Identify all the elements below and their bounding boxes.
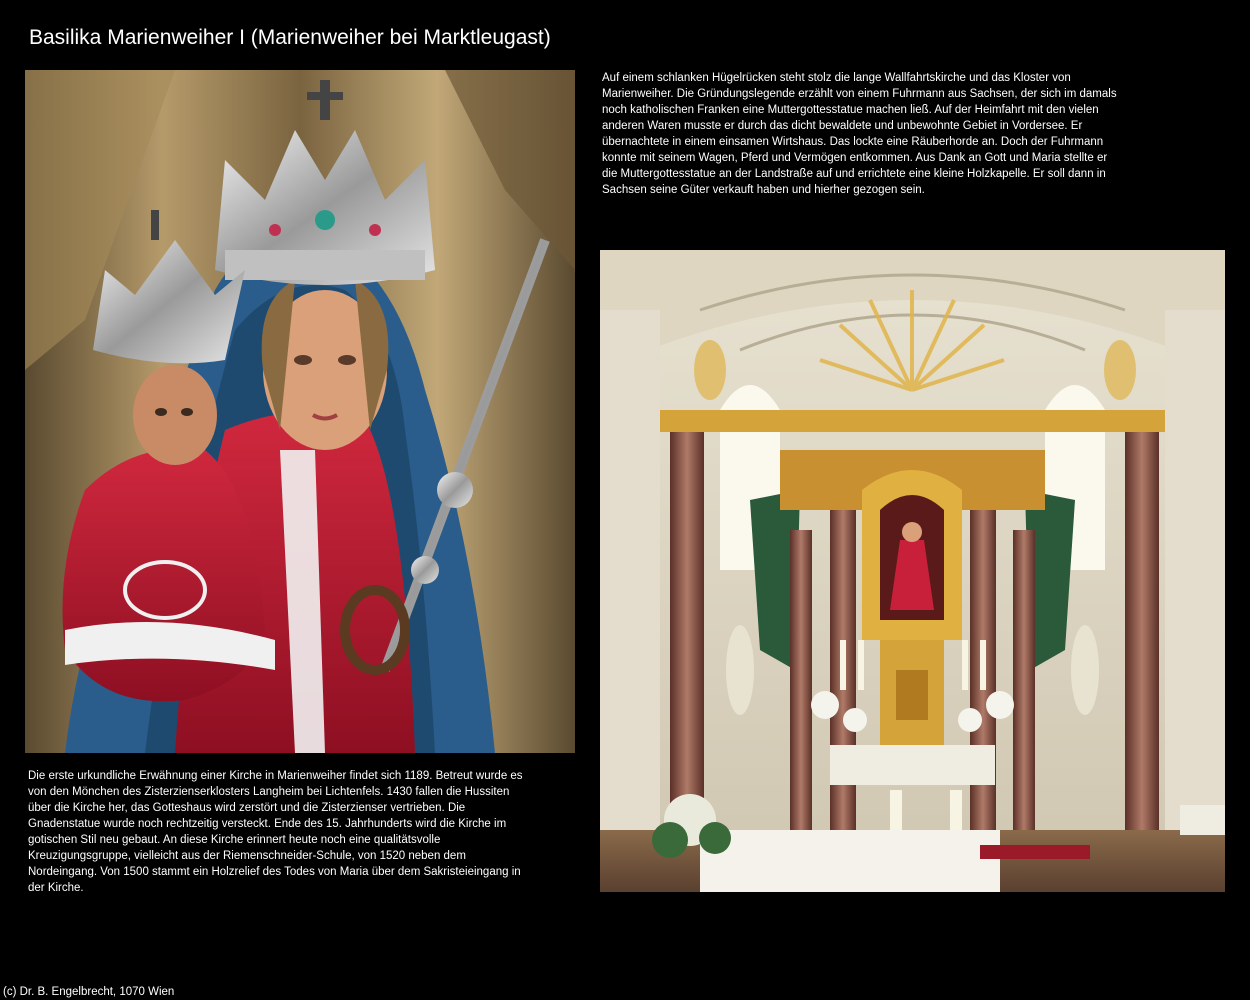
- madonna-statue-photo: [25, 70, 575, 753]
- legend-text: Auf einem schlanken Hügelrücken steht stolz die lange Wallfahrtskirche und das Kloster von Marienweiher. Die Gründungslegende erzählt von einem Fuhrmann aus Sachsen, der sich im damals noch katholischen Franken eine Muttergottesstatue machen ließ. Auf der Heimfahrt mit den vielen anderen Waren musste er durch das dicht bewaldete und unbewohnte Gebiet in Vordersee. Er übernachtete in einem einsamen Wirtshaus. Das lockte eine Räuberhorde an. Doch der Fuhrmann konnte mit seinem Wagen, Pferd und Vermögen entkommen. Aus Dank an Gott und Maria stellte er die Muttergottesstatue an der Landstraße auf und errichtete eine kleine Holzkapelle. Er soll dann in Sachsen seine Güter verkauft haben und hierher gezogen sein.: [602, 72, 1117, 196]
- page-title: Basilika Marienweiher I (Marienweiher bei Marktleugast): [29, 26, 551, 49]
- high-altar-photo: [600, 250, 1225, 892]
- history-text: Die erste urkundliche Erwähnung einer Kirche in Marienweiher findet sich 1189. Betreut wurde es von den Mönchen des Zisterzienserklosters Langheim bei Lichtenfels. 1430 fallen die Hussiten über die Kirche her, das Gotteshaus wird zerstört und die Zisterzienser vertrieben. Die Gnadenstatue wurde noch rechtzeitig versteckt. Ende des 15. Jahrhunderts wird die Kirche im gotischen Stil neu gebaut. An diese Kirche erinnert heute noch eine qualitätsvolle Kreuzigungsgruppe, vielleicht aus der Riemenschneider-Schule, von 1520 neben dem Nordeingang. Von 1500 stammt ein Holzrelief des Todes von Maria über dem Sakristeieingang in der Kirche.: [28, 770, 523, 894]
- copyright-notice: (c) Dr. B. Engelbrecht, 1070 Wien: [3, 986, 175, 998]
